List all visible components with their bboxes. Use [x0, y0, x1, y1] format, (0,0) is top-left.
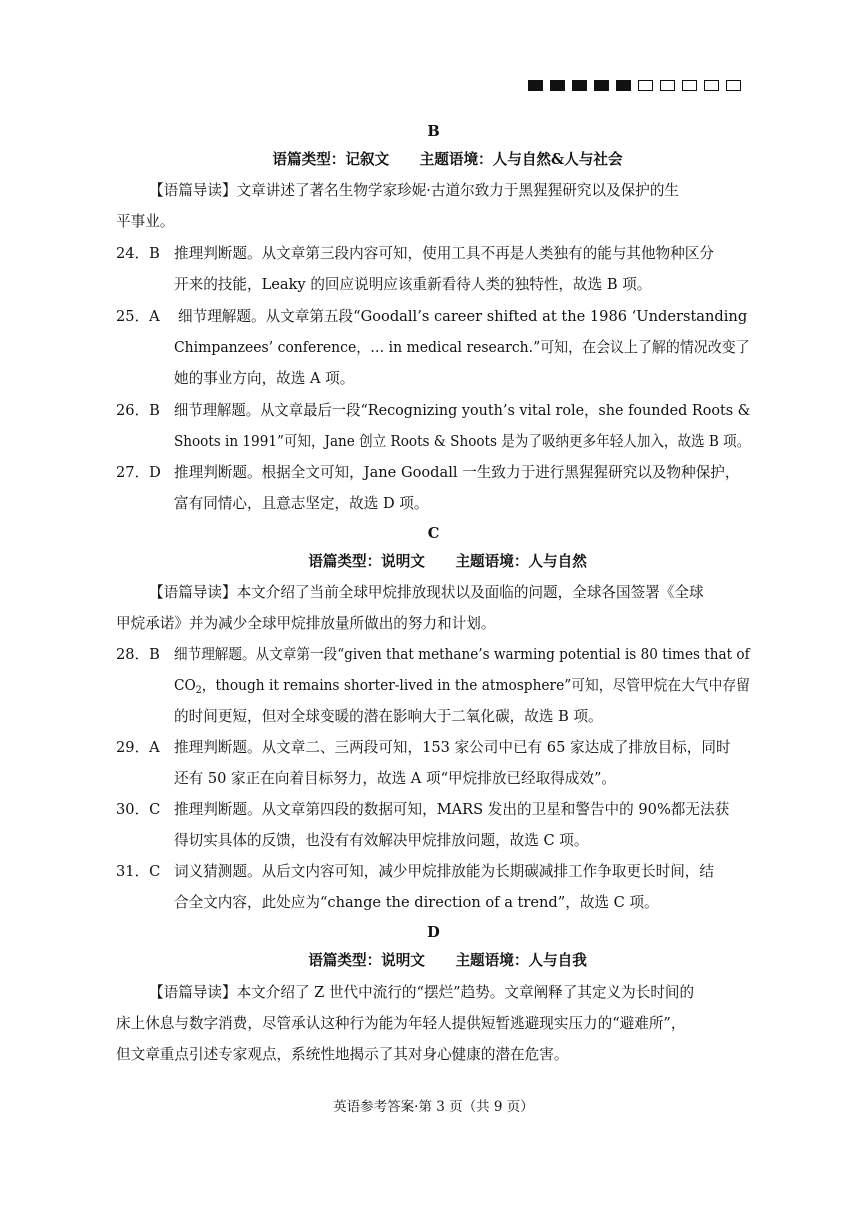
section-b-letter: B: [427, 123, 440, 140]
answer-number: 24．B: [116, 245, 160, 262]
answer-text-line: Chimpanzees’ conference，… in medical research.”可知，在会议上了解的情况改变了: [174, 339, 750, 356]
answer-number: 26．B: [116, 402, 160, 419]
answer-text-line: 她的事业方向，故选 A 项。: [174, 370, 355, 387]
section-b-intro-line: 【语篇导读】文章讲述了著名生物学家珍妮·古道尔致力于黑猩猩研究以及保护的生: [149, 182, 680, 199]
page-footer: 英语参考答案·第 3 页（共 9 页）: [333, 1099, 534, 1115]
section-d-letter: D: [427, 924, 440, 941]
answer-text-line: 推理判断题。根据全文可知，Jane Goodall 一生致力于进行黑猩猩研究以及物种保护，: [174, 464, 740, 481]
section-c-intro-line: 甲烷承诺》并为减少全球甲烷排放量所做出的努力和计划。: [116, 615, 496, 632]
answer-text-line: 词义猜测题。从后文内容可知，减少甲烷排放能为长期碳减排工作争取更长时间，结: [174, 863, 714, 880]
answer-text-line: 得切实具体的反馈，也没有有效解决甲烷排放问题，故选 C 项。: [174, 832, 589, 849]
answer-number: 28．B: [116, 646, 160, 663]
answer-text-line: 合全文内容，此处应为“change the direction of a trend”，故选 C 项。: [174, 894, 659, 911]
answer-text-line: Shoots in 1991”可知，Jane 创立 Roots & Shoots 是为了吸纳更多年轻人加入，故选 B 项。: [174, 433, 751, 450]
answer-number: 30．C: [116, 801, 161, 818]
answer-text-line: 推理判断题。从文章二、三两段可知，153 家公司中已有 65 家达成了排放目标，同时: [174, 739, 731, 756]
answer-number: 31．C: [116, 863, 161, 880]
answer-text-line: 富有同情心，且意志坚定，故选 D 项。: [174, 495, 429, 512]
section-c-letter: C: [427, 525, 440, 542]
progress-square-filled: [594, 80, 609, 91]
answer-text-line: 开来的技能，Leaky 的回应说明应该重新看待人类的独特性，故选 B 项。: [174, 276, 652, 293]
answer-text-line: 细节理解题。从文章最后一段“Recognizing youth’s vital role，she founded Roots &: [174, 402, 751, 419]
answer-text-line: 推理判断题。从文章第四段的数据可知，MARS 发出的卫星和警告中的 90%都无法获: [174, 801, 730, 818]
section-d-intro-line: 床上休息与数字消费，尽管承认这种行为能为年轻人提供短暂逃避现实压力的“避难所”，: [116, 1015, 686, 1032]
answer-text-line: 的时间更短，但对全球变暖的潜在影响大于二氧化碳，故选 B 项。: [174, 708, 603, 725]
progress-square-empty: [726, 80, 741, 91]
section-d-genre: 语篇类型：说明文 主题语境：人与自我: [308, 952, 587, 969]
progress-square-empty: [638, 80, 653, 91]
section-c-genre: 语篇类型：说明文 主题语境：人与自然: [308, 553, 587, 570]
progress-square-filled: [550, 80, 565, 91]
answer-text-line: [174, 676, 750, 696]
answer-number: 29．A: [116, 739, 160, 756]
progress-square-empty: [704, 80, 719, 91]
formula-co: CO: [174, 677, 196, 694]
answer-number: 27．D: [116, 464, 161, 481]
progress-square-filled: [528, 80, 543, 91]
section-b-genre: 语篇类型：记叙文 主题语境：人与自然&人与社会: [272, 151, 623, 168]
section-d-intro-line: 但文章重点引述专家观点，系统性地揭示了其对身心健康的潜在危害。: [116, 1046, 569, 1063]
progress-square-filled: [616, 80, 631, 91]
section-b-intro-line: 平事业。: [116, 213, 175, 230]
answer-text-fragment: ，though it remains shorter-lived in the atmosphere”可知，尽管甲烷在大气中存留: [201, 677, 750, 694]
section-c-intro-line: 【语篇导读】本文介绍了当前全球甲烷排放现状以及面临的问题，全球各国签署《全球: [149, 584, 704, 601]
progress-square-empty: [682, 80, 697, 91]
progress-square-filled: [572, 80, 587, 91]
answer-text-line: 细节理解题。从文章第一段“given that methane’s warming potential is 80 times that of: [174, 646, 750, 663]
answer-text-line: 细节理解题。从文章第五段“Goodall’s career shifted at the 1986 ‘Understanding: [178, 308, 748, 325]
progress-square-empty: [660, 80, 675, 91]
answer-text-line: 推理判断题。从文章第三段内容可知，使用工具不再是人类独有的能与其他物种区分: [174, 245, 714, 262]
answer-text-line: 还有 50 家正在向着目标努力，故选 A 项“甲烷排放已经取得成效”。: [174, 770, 617, 787]
answer-number: 25．A: [116, 308, 160, 325]
section-d-intro-line: 【语篇导读】本文介绍了 Z 世代中流行的“摆烂”趋势。文章阐释了其定义为长时间的: [149, 984, 695, 1001]
formula-subscript: 2: [195, 685, 202, 696]
page-progress-marks: [528, 80, 741, 91]
